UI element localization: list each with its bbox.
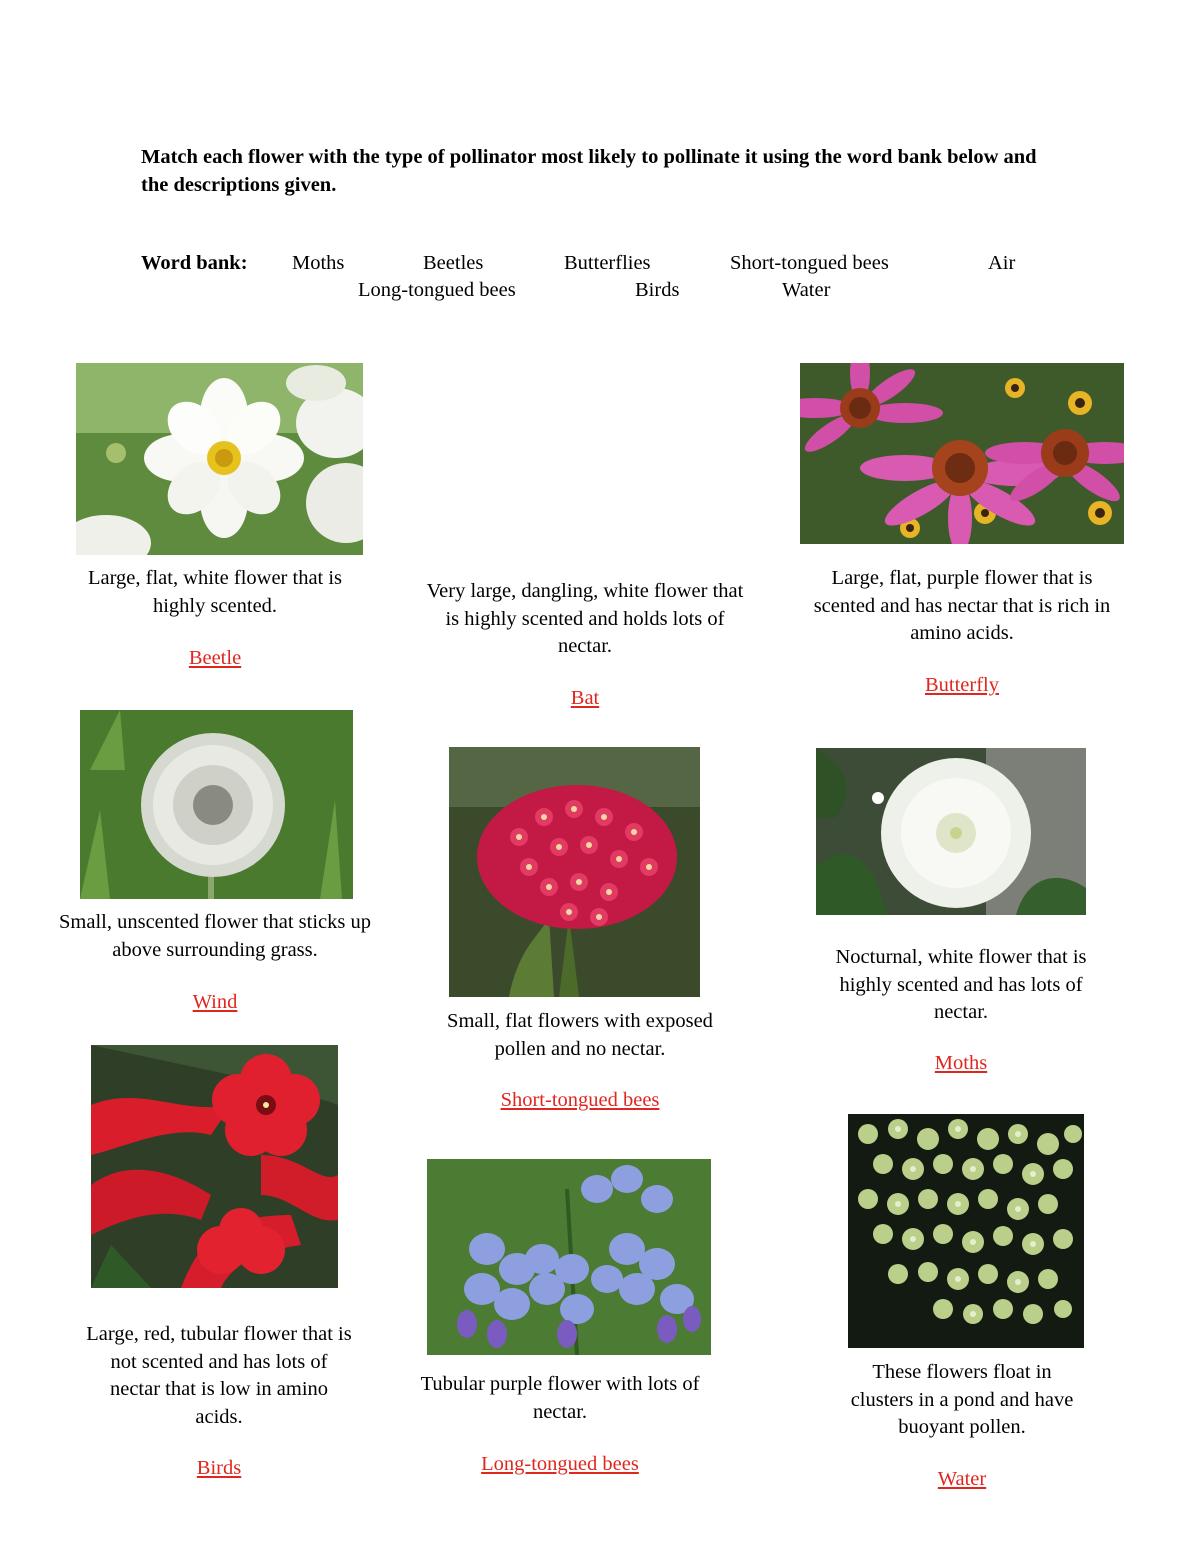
item-answer: Birds [196,1457,242,1479]
item-description: Large, red, tubular flower that is not scented and has lots of nectar that is low in amino acids. [86,1323,352,1428]
red-tubular-flower-photo [91,1045,338,1288]
item-description: These flowers float in clusters in a pond and have buoyant pollen. [850,1361,1074,1438]
word-bank-word: Long-tongued bees [358,279,516,301]
item-description: Nocturnal, white flower that is highly scented and has lots of nectar. [835,946,1087,1023]
item-answer: Bat [570,687,600,709]
word-bank-word: Water [782,279,831,301]
item-answer: Wind [192,991,238,1013]
floating-pond-flowers-photo [848,1114,1084,1348]
instructions: Match each flower with the type of pollinator most likely to pollinate it using the word bank below and the descriptions given. [141,146,1037,196]
purple-coneflower-photo [800,363,1124,544]
white-cosmos-photo [76,363,363,555]
word-bank-word: Butterflies [564,252,651,274]
item-answer: Butterfly [924,674,999,696]
item-answer: Short-tongued bees [500,1089,660,1111]
item-description: Very large, dangling, white flower that is highly scented and holds lots of nectar. [426,580,744,657]
item-answer: Beetle [188,647,242,669]
word-bank-word: Birds [635,279,680,301]
word-bank-word: Moths [292,252,345,274]
item-description: Large, flat, white flower that is highly scented. [87,567,343,617]
item-answer: Long-tongued bees [481,1453,639,1475]
red-yarrow-photo [449,747,700,997]
item-description: Large, flat, purple flower that is scented and has nectar that is rich in amino acids. [813,567,1111,644]
word-bank-word: Beetles [423,252,484,274]
item-description: Small, flat flowers with exposed pollen and no nectar. [447,1010,713,1060]
white-moonflower-photo [816,748,1086,915]
item-description: Tubular purple flower with lots of nectar. [420,1373,700,1423]
bluebells-photo [427,1159,711,1355]
item-description: Small, unscented flower that sticks up above surrounding grass. [59,911,371,961]
item-answer: Moths [934,1052,988,1074]
word-bank-word: Air [988,252,1016,274]
word-bank-label: Word bank: [141,252,248,274]
word-bank-word: Short-tongued bees [730,252,889,274]
item-answer: Water [937,1468,987,1490]
dandelion-photo [80,710,353,899]
